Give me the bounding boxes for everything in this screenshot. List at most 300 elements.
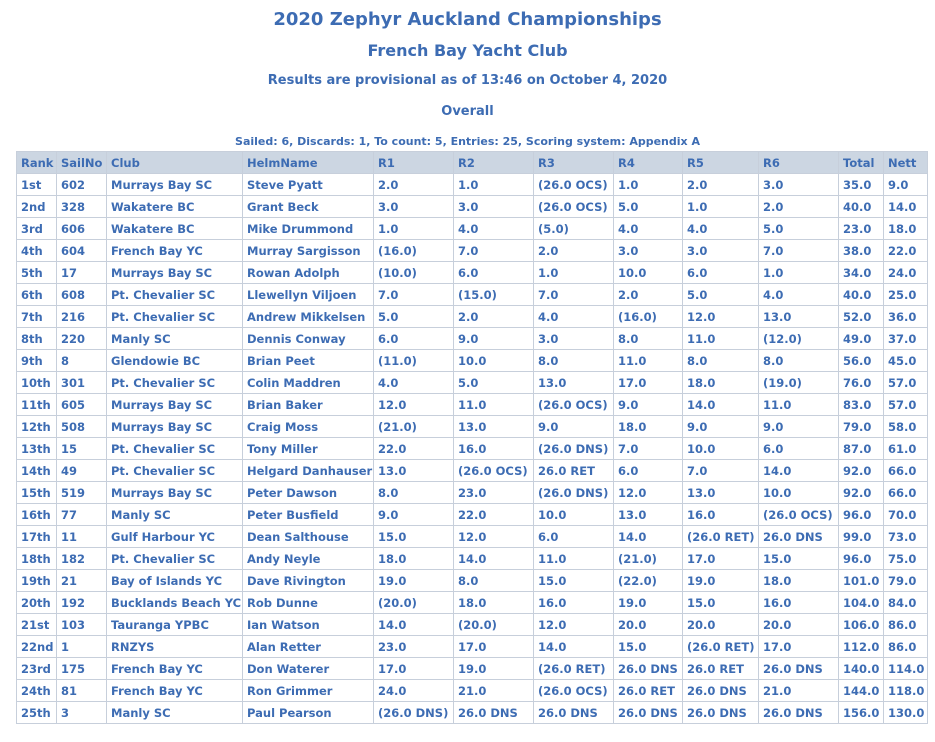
r1-cell: (16.0) — [374, 240, 454, 262]
r2-cell: 19.0 — [454, 658, 534, 680]
r6-cell: 16.0 — [759, 592, 839, 614]
nett-cell: 14.0 — [884, 196, 928, 218]
total-cell: 99.0 — [839, 526, 884, 548]
total-cell: 104.0 — [839, 592, 884, 614]
total-cell: 101.0 — [839, 570, 884, 592]
r1-cell: 15.0 — [374, 526, 454, 548]
column-header-total: Total — [839, 152, 884, 174]
r3-cell: 12.0 — [534, 614, 614, 636]
r5-cell: 26.0 DNS — [683, 680, 759, 702]
rank-cell: 5th — [17, 262, 57, 284]
nett-cell: 9.0 — [884, 174, 928, 196]
rank-cell: 1st — [17, 174, 57, 196]
table-row — [17, 526, 928, 548]
r4-cell: 17.0 — [614, 372, 683, 394]
total-cell: 106.0 — [839, 614, 884, 636]
club-cell: Pt. Chevalier SC — [107, 548, 243, 570]
helmname-cell: Steve Pyatt — [243, 174, 374, 196]
r6-cell: 13.0 — [759, 306, 839, 328]
nett-cell: 84.0 — [884, 592, 928, 614]
nett-cell: 66.0 — [884, 482, 928, 504]
r5-cell: 11.0 — [683, 328, 759, 350]
nett-cell: 45.0 — [884, 350, 928, 372]
r3-cell: (26.0 OCS) — [534, 196, 614, 218]
table-row — [17, 262, 928, 284]
r6-cell: 10.0 — [759, 482, 839, 504]
total-cell: 156.0 — [839, 702, 884, 724]
club-cell: Murrays Bay SC — [107, 482, 243, 504]
rank-cell: 24th — [17, 680, 57, 702]
column-header-r2: R2 — [454, 152, 534, 174]
r3-cell: (26.0 DNS) — [534, 438, 614, 460]
table-row — [17, 658, 928, 680]
helmname-cell: Murray Sargisson — [243, 240, 374, 262]
sailno-cell: 602 — [57, 174, 107, 196]
club-cell: French Bay YC — [107, 240, 243, 262]
total-cell: 76.0 — [839, 372, 884, 394]
total-cell: 144.0 — [839, 680, 884, 702]
r4-cell: 14.0 — [614, 526, 683, 548]
table-row — [17, 702, 928, 724]
r2-cell: 14.0 — [454, 548, 534, 570]
rank-cell: 16th — [17, 504, 57, 526]
r4-cell: 13.0 — [614, 504, 683, 526]
table-row — [17, 284, 928, 306]
r6-cell: 6.0 — [759, 438, 839, 460]
r3-cell: 10.0 — [534, 504, 614, 526]
r4-cell: 10.0 — [614, 262, 683, 284]
r1-cell: 9.0 — [374, 504, 454, 526]
rank-cell: 11th — [17, 394, 57, 416]
r1-cell: (20.0) — [374, 592, 454, 614]
r4-cell: (21.0) — [614, 548, 683, 570]
rank-cell: 15th — [17, 482, 57, 504]
table-row — [17, 570, 928, 592]
column-header-nett: Nett — [884, 152, 928, 174]
r4-cell: 26.0 DNS — [614, 702, 683, 724]
r6-cell: 2.0 — [759, 196, 839, 218]
sailno-cell: 77 — [57, 504, 107, 526]
r3-cell: 14.0 — [534, 636, 614, 658]
rank-cell: 22nd — [17, 636, 57, 658]
column-header-r4: R4 — [614, 152, 683, 174]
club-cell: Glendowie BC — [107, 350, 243, 372]
r2-cell: 4.0 — [454, 218, 534, 240]
r3-cell: (26.0 RET) — [534, 658, 614, 680]
table-row — [17, 196, 928, 218]
helmname-cell: Dave Rivington — [243, 570, 374, 592]
r2-cell: (15.0) — [454, 284, 534, 306]
r1-cell: 4.0 — [374, 372, 454, 394]
table-row — [17, 504, 928, 526]
rank-cell: 7th — [17, 306, 57, 328]
rank-cell: 14th — [17, 460, 57, 482]
sailno-cell: 3 — [57, 702, 107, 724]
r5-cell: 12.0 — [683, 306, 759, 328]
table-row — [17, 548, 928, 570]
r5-cell: 20.0 — [683, 614, 759, 636]
r1-cell: 8.0 — [374, 482, 454, 504]
column-header-sailno: SailNo — [57, 152, 107, 174]
column-header-club: Club — [107, 152, 243, 174]
nett-cell: 114.0 — [884, 658, 928, 680]
r4-cell: 15.0 — [614, 636, 683, 658]
column-header-helmname: HelmName — [243, 152, 374, 174]
table-row — [17, 394, 928, 416]
helmname-cell: Colin Maddren — [243, 372, 374, 394]
sailno-cell: 17 — [57, 262, 107, 284]
total-cell: 49.0 — [839, 328, 884, 350]
header-row — [17, 152, 928, 174]
r4-cell: 6.0 — [614, 460, 683, 482]
r1-cell: 19.0 — [374, 570, 454, 592]
nett-cell: 22.0 — [884, 240, 928, 262]
helmname-cell: Dean Salthouse — [243, 526, 374, 548]
r3-cell: 13.0 — [534, 372, 614, 394]
r5-cell: 26.0 RET — [683, 658, 759, 680]
total-cell: 87.0 — [839, 438, 884, 460]
nett-cell: 118.0 — [884, 680, 928, 702]
table-row — [17, 372, 928, 394]
r5-cell: 15.0 — [683, 592, 759, 614]
r4-cell: (16.0) — [614, 306, 683, 328]
rank-cell: 18th — [17, 548, 57, 570]
total-cell: 52.0 — [839, 306, 884, 328]
r5-cell: 13.0 — [683, 482, 759, 504]
table-row — [17, 328, 928, 350]
r4-cell: 1.0 — [614, 174, 683, 196]
club-subtitle: French Bay Yacht Club — [367, 41, 568, 60]
club-cell: Manly SC — [107, 504, 243, 526]
nett-cell: 18.0 — [884, 218, 928, 240]
r1-cell: 13.0 — [374, 460, 454, 482]
club-cell: Murrays Bay SC — [107, 174, 243, 196]
club-cell: Murrays Bay SC — [107, 416, 243, 438]
r2-cell: 13.0 — [454, 416, 534, 438]
r4-cell: 4.0 — [614, 218, 683, 240]
total-cell: 79.0 — [839, 416, 884, 438]
sailno-cell: 216 — [57, 306, 107, 328]
nett-cell: 79.0 — [884, 570, 928, 592]
r2-cell: 7.0 — [454, 240, 534, 262]
r2-cell: 12.0 — [454, 526, 534, 548]
r4-cell: 12.0 — [614, 482, 683, 504]
r3-cell: (26.0 OCS) — [534, 174, 614, 196]
r6-cell: 26.0 DNS — [759, 658, 839, 680]
club-cell: Pt. Chevalier SC — [107, 372, 243, 394]
table-row — [17, 174, 928, 196]
sailno-cell: 220 — [57, 328, 107, 350]
table-row — [17, 636, 928, 658]
r1-cell: 5.0 — [374, 306, 454, 328]
r6-cell: 26.0 DNS — [759, 702, 839, 724]
club-cell: Pt. Chevalier SC — [107, 438, 243, 460]
r2-cell: (20.0) — [454, 614, 534, 636]
sailno-cell: 1 — [57, 636, 107, 658]
nett-cell: 57.0 — [884, 372, 928, 394]
r3-cell: (5.0) — [534, 218, 614, 240]
club-cell: Wakatere BC — [107, 196, 243, 218]
nett-cell: 75.0 — [884, 548, 928, 570]
r5-cell: 7.0 — [683, 460, 759, 482]
r5-cell: 16.0 — [683, 504, 759, 526]
r1-cell: 22.0 — [374, 438, 454, 460]
helmname-cell: Don Waterer — [243, 658, 374, 680]
nett-cell: 66.0 — [884, 460, 928, 482]
helmname-cell: Peter Dawson — [243, 482, 374, 504]
r1-cell: 23.0 — [374, 636, 454, 658]
total-cell: 112.0 — [839, 636, 884, 658]
r6-cell: 7.0 — [759, 240, 839, 262]
r5-cell: 17.0 — [683, 548, 759, 570]
total-cell: 92.0 — [839, 460, 884, 482]
r2-cell: 26.0 DNS — [454, 702, 534, 724]
sailno-cell: 604 — [57, 240, 107, 262]
total-cell: 83.0 — [839, 394, 884, 416]
helmname-cell: Mike Drummond — [243, 218, 374, 240]
r6-cell: (19.0) — [759, 372, 839, 394]
sailno-cell: 182 — [57, 548, 107, 570]
r5-cell: 14.0 — [683, 394, 759, 416]
total-cell: 40.0 — [839, 284, 884, 306]
rank-cell: 17th — [17, 526, 57, 548]
r1-cell: 2.0 — [374, 174, 454, 196]
helmname-cell: Alan Retter — [243, 636, 374, 658]
total-cell: 38.0 — [839, 240, 884, 262]
nett-cell: 86.0 — [884, 614, 928, 636]
helmname-cell: Ian Watson — [243, 614, 374, 636]
column-header-r6: R6 — [759, 152, 839, 174]
r4-cell: 7.0 — [614, 438, 683, 460]
r2-cell: 22.0 — [454, 504, 534, 526]
rank-cell: 6th — [17, 284, 57, 306]
r5-cell: 19.0 — [683, 570, 759, 592]
r4-cell: 8.0 — [614, 328, 683, 350]
sailno-cell: 301 — [57, 372, 107, 394]
results-table — [16, 151, 928, 724]
r5-cell: 4.0 — [683, 218, 759, 240]
sailno-cell: 175 — [57, 658, 107, 680]
r5-cell: 18.0 — [683, 372, 759, 394]
nett-cell: 57.0 — [884, 394, 928, 416]
r5-cell: 6.0 — [683, 262, 759, 284]
r6-cell: 21.0 — [759, 680, 839, 702]
rank-cell: 19th — [17, 570, 57, 592]
table-row — [17, 680, 928, 702]
r1-cell: (26.0 DNS) — [374, 702, 454, 724]
r1-cell: 18.0 — [374, 548, 454, 570]
r4-cell: (22.0) — [614, 570, 683, 592]
total-cell: 96.0 — [839, 548, 884, 570]
r3-cell: (26.0 OCS) — [534, 394, 614, 416]
table-row — [17, 482, 928, 504]
r5-cell: 2.0 — [683, 174, 759, 196]
club-cell: Tauranga YPBC — [107, 614, 243, 636]
r3-cell: 2.0 — [534, 240, 614, 262]
nett-cell: 58.0 — [884, 416, 928, 438]
sailno-cell: 49 — [57, 460, 107, 482]
r2-cell: 21.0 — [454, 680, 534, 702]
club-cell: Pt. Chevalier SC — [107, 460, 243, 482]
r6-cell: 17.0 — [759, 636, 839, 658]
r2-cell: 10.0 — [454, 350, 534, 372]
r5-cell: 3.0 — [683, 240, 759, 262]
nett-cell: 37.0 — [884, 328, 928, 350]
club-cell: Murrays Bay SC — [107, 394, 243, 416]
column-header-r3: R3 — [534, 152, 614, 174]
total-cell: 92.0 — [839, 482, 884, 504]
r3-cell: 15.0 — [534, 570, 614, 592]
r2-cell: 1.0 — [454, 174, 534, 196]
nett-cell: 70.0 — [884, 504, 928, 526]
rank-cell: 10th — [17, 372, 57, 394]
table-row — [17, 592, 928, 614]
r5-cell: (26.0 RET) — [683, 636, 759, 658]
r4-cell: 11.0 — [614, 350, 683, 372]
helmname-cell: Dennis Conway — [243, 328, 374, 350]
r2-cell: 17.0 — [454, 636, 534, 658]
r4-cell: 9.0 — [614, 394, 683, 416]
r2-cell: 18.0 — [454, 592, 534, 614]
sailno-cell: 606 — [57, 218, 107, 240]
r1-cell: (10.0) — [374, 262, 454, 284]
r2-cell: 8.0 — [454, 570, 534, 592]
club-cell: Wakatere BC — [107, 218, 243, 240]
r4-cell: 5.0 — [614, 196, 683, 218]
table-row — [17, 460, 928, 482]
rank-cell: 3rd — [17, 218, 57, 240]
r1-cell: 12.0 — [374, 394, 454, 416]
r6-cell: 5.0 — [759, 218, 839, 240]
r2-cell: 16.0 — [454, 438, 534, 460]
sailno-cell: 192 — [57, 592, 107, 614]
r2-cell: 5.0 — [454, 372, 534, 394]
r2-cell: 11.0 — [454, 394, 534, 416]
helmname-cell: Paul Pearson — [243, 702, 374, 724]
r6-cell: 14.0 — [759, 460, 839, 482]
rank-cell: 2nd — [17, 196, 57, 218]
club-cell: Bucklands Beach YC — [107, 592, 243, 614]
r2-cell: 23.0 — [454, 482, 534, 504]
r5-cell: 8.0 — [683, 350, 759, 372]
nett-cell: 36.0 — [884, 306, 928, 328]
table-row — [17, 350, 928, 372]
r6-cell: 11.0 — [759, 394, 839, 416]
helmname-cell: Brian Peet — [243, 350, 374, 372]
r2-cell: 2.0 — [454, 306, 534, 328]
r1-cell: 17.0 — [374, 658, 454, 680]
r4-cell: 26.0 DNS — [614, 658, 683, 680]
r3-cell: 4.0 — [534, 306, 614, 328]
r3-cell: 7.0 — [534, 284, 614, 306]
r1-cell: 3.0 — [374, 196, 454, 218]
sailno-cell: 81 — [57, 680, 107, 702]
r5-cell: 1.0 — [683, 196, 759, 218]
club-cell: Pt. Chevalier SC — [107, 284, 243, 306]
table-row — [17, 306, 928, 328]
rank-cell: 8th — [17, 328, 57, 350]
helmname-cell: Grant Beck — [243, 196, 374, 218]
helmname-cell: Craig Moss — [243, 416, 374, 438]
helmname-cell: Tony Miller — [243, 438, 374, 460]
helmname-cell: Peter Busfield — [243, 504, 374, 526]
total-cell: 56.0 — [839, 350, 884, 372]
rank-cell: 20th — [17, 592, 57, 614]
club-cell: RNZYS — [107, 636, 243, 658]
helmname-cell: Rob Dunne — [243, 592, 374, 614]
helmname-cell: Ron Grimmer — [243, 680, 374, 702]
r6-cell: 4.0 — [759, 284, 839, 306]
r6-cell: (26.0 OCS) — [759, 504, 839, 526]
r3-cell: 8.0 — [534, 350, 614, 372]
helmname-cell: Rowan Adolph — [243, 262, 374, 284]
r6-cell: 9.0 — [759, 416, 839, 438]
rank-cell: 25th — [17, 702, 57, 724]
r4-cell: 18.0 — [614, 416, 683, 438]
r1-cell: 24.0 — [374, 680, 454, 702]
r6-cell: 26.0 DNS — [759, 526, 839, 548]
club-cell: Manly SC — [107, 702, 243, 724]
r1-cell: (11.0) — [374, 350, 454, 372]
r2-cell: (26.0 OCS) — [454, 460, 534, 482]
nett-cell: 130.0 — [884, 702, 928, 724]
sailno-cell: 328 — [57, 196, 107, 218]
r3-cell: 11.0 — [534, 548, 614, 570]
r5-cell: 9.0 — [683, 416, 759, 438]
r3-cell: (26.0 OCS) — [534, 680, 614, 702]
helmname-cell: Andrew Mikkelsen — [243, 306, 374, 328]
r4-cell: 19.0 — [614, 592, 683, 614]
r5-cell: 10.0 — [683, 438, 759, 460]
r3-cell: 6.0 — [534, 526, 614, 548]
r3-cell: 3.0 — [534, 328, 614, 350]
club-cell: Pt. Chevalier SC — [107, 306, 243, 328]
club-cell: Murrays Bay SC — [107, 262, 243, 284]
r6-cell: 18.0 — [759, 570, 839, 592]
r5-cell: 5.0 — [683, 284, 759, 306]
table-row — [17, 614, 928, 636]
column-header-rank: Rank — [17, 152, 57, 174]
helmname-cell: Brian Baker — [243, 394, 374, 416]
r4-cell: 2.0 — [614, 284, 683, 306]
provisional-notice: Results are provisional as of 13:46 on October 4, 2020 — [267, 73, 668, 88]
r3-cell: 9.0 — [534, 416, 614, 438]
helmname-cell: Helgard Danhauser — [243, 460, 374, 482]
total-cell: 34.0 — [839, 262, 884, 284]
nett-cell: 86.0 — [884, 636, 928, 658]
helmname-cell: Llewellyn Viljoen — [243, 284, 374, 306]
sailno-cell: 8 — [57, 350, 107, 372]
r6-cell: 15.0 — [759, 548, 839, 570]
r6-cell: 3.0 — [759, 174, 839, 196]
r3-cell: 26.0 DNS — [534, 702, 614, 724]
table-row — [17, 416, 928, 438]
r3-cell: (26.0 DNS) — [534, 482, 614, 504]
r1-cell: 1.0 — [374, 218, 454, 240]
sailno-cell: 103 — [57, 614, 107, 636]
r5-cell: 26.0 DNS — [683, 702, 759, 724]
rank-cell: 4th — [17, 240, 57, 262]
club-cell: French Bay YC — [107, 658, 243, 680]
sailno-cell: 21 — [57, 570, 107, 592]
column-header-r1: R1 — [374, 152, 454, 174]
series-summary: Sailed: 6, Discards: 1, To count: 5, Entries: 25, Scoring system: Appendix A — [235, 135, 700, 148]
r4-cell: 20.0 — [614, 614, 683, 636]
r5-cell: (26.0 RET) — [683, 526, 759, 548]
r2-cell: 6.0 — [454, 262, 534, 284]
table-row — [17, 240, 928, 262]
sailno-cell: 508 — [57, 416, 107, 438]
